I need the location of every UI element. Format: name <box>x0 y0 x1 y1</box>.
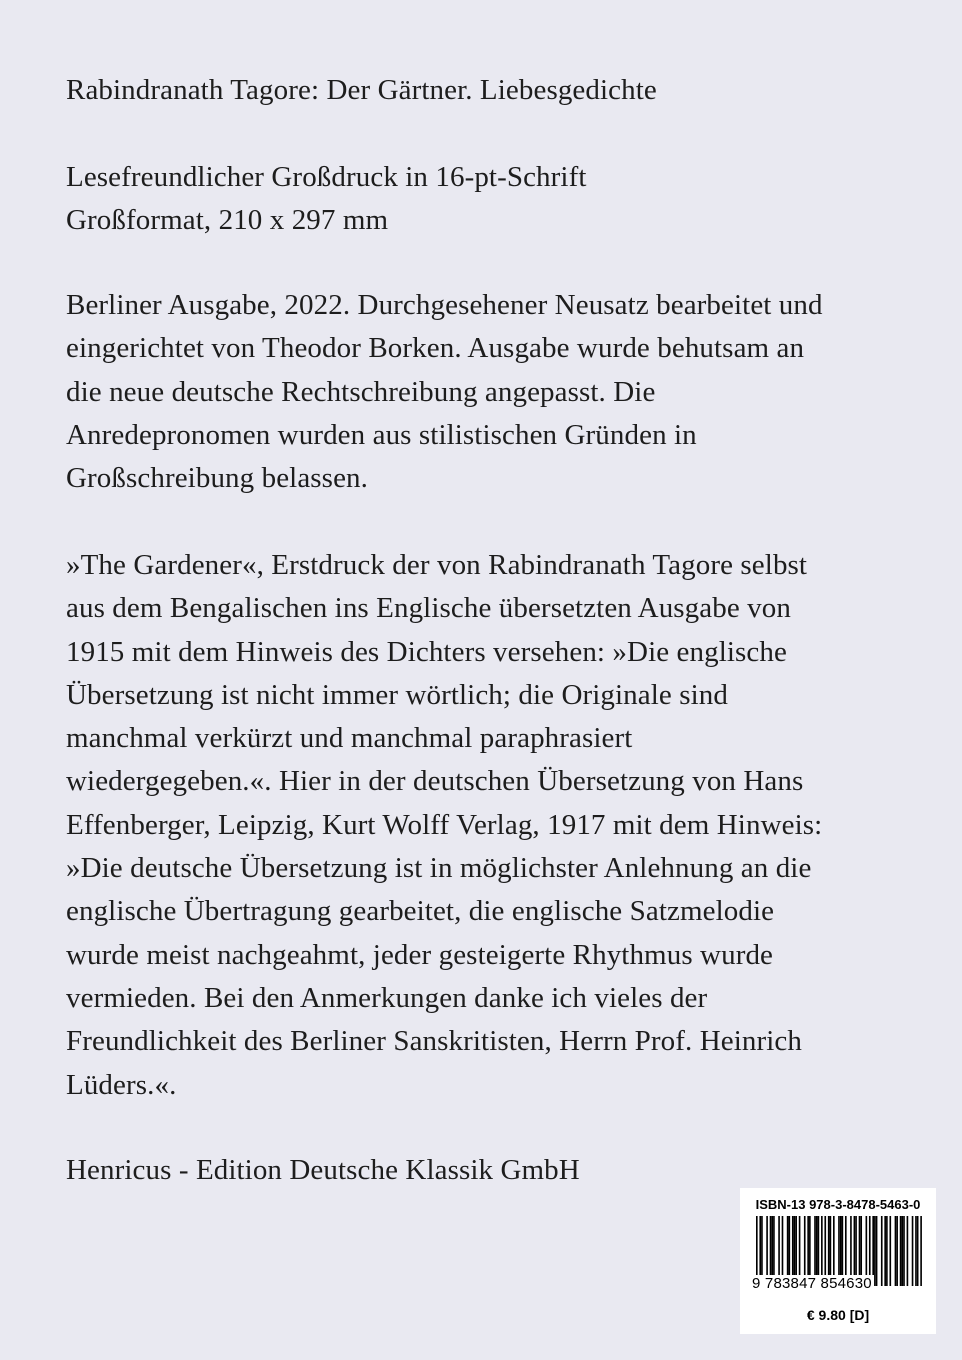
title-line: Rabindranath Tagore: Der Gärtner. Liebesgedichte <box>66 74 657 106</box>
edition-line: Großschreibung belassen. <box>66 462 368 495</box>
barcode-bar <box>896 1216 898 1286</box>
source-line: 1915 mit dem Hinweis des Dichters versehen: »Die englische <box>66 635 787 668</box>
source-line: manchmal verkürzt und manchmal paraphrasiert <box>66 722 633 755</box>
barcode-bar <box>876 1216 878 1286</box>
format-info <box>66 156 926 243</box>
price-label: € 9.80 [D] <box>806 1307 870 1323</box>
barcode-bar <box>884 1216 886 1286</box>
barcode-bar <box>907 1216 909 1286</box>
edition-line: Anredepronomen wurden aus stilistischen Gründen in <box>66 418 697 451</box>
barcode-bar <box>900 1216 902 1286</box>
source-line: vermieden. Bei den Anmerkungen danke ich vieles der <box>66 981 708 1014</box>
barcode-bar <box>917 1216 919 1286</box>
barcode-digits: 9 783847 854630 <box>752 1275 872 1292</box>
source-line: wiedergegeben.«. Hier in der deutschen Übersetzung von Hans <box>66 765 804 798</box>
barcode-bar <box>874 1216 876 1286</box>
publisher <box>66 1149 926 1192</box>
barcode-bar <box>901 1216 903 1286</box>
barcode-bar <box>881 1216 883 1286</box>
source-line: Lüders.«. <box>66 1068 177 1101</box>
edition-line: eingerichtet von Theodor Borken. Ausgabe wurde behutsam an <box>66 332 805 365</box>
barcode-bar <box>889 1216 891 1286</box>
barcode-bar <box>903 1216 905 1286</box>
source-line: englische Übertragung gearbeitet, die englische Satzmelodie <box>66 895 775 928</box>
source-line: Freundlichkeit des Berliner Sanskritisten, Herrn Prof. Heinrich <box>66 1025 802 1058</box>
source-line: Übersetzung ist nicht immer wörtlich; die Originale sind <box>66 678 728 711</box>
barcode-box <box>740 1188 936 1334</box>
source-line: Effenberger, Leipzig, Kurt Wolff Verlag, 1917 mit dem Hinweis: <box>66 808 823 841</box>
edition-paragraph <box>66 284 926 500</box>
book-title <box>66 69 926 112</box>
edition-line: Berliner Ausgabe, 2022. Durchgesehener Neusatz bearbeitet und <box>66 289 823 321</box>
source-line: »Die deutsche Übersetzung ist in möglichster Anlehnung an die <box>66 852 812 885</box>
source-line: »The Gardener«, Erstdruck der von Rabindranath Tagore selbst <box>66 549 808 581</box>
publisher-line: Henricus - Edition Deutsche Klassik GmbH <box>66 1154 580 1186</box>
barcode-bar <box>886 1216 888 1286</box>
barcode-bar <box>912 1216 914 1286</box>
barcode-bar <box>920 1216 922 1286</box>
edition-line: die neue deutsche Rechtschreibung angepasst. Die <box>66 375 656 408</box>
format-line: Lesefreundlicher Großdruck in 16-pt-Schrift <box>66 161 587 193</box>
barcode-bar <box>915 1216 917 1286</box>
isbn-label: ISBN-13 978-3-8478-5463-0 <box>755 1197 921 1212</box>
source-line: aus dem Bengalischen ins Englische übersetzten Ausgabe von <box>66 592 791 625</box>
barcode-bar <box>895 1216 897 1286</box>
source-paragraph <box>66 544 926 1107</box>
source-line: wurde meist nachgeahmt, jeder gesteigerte Rhythmus wurde <box>66 938 774 971</box>
format-line: Großformat, 210 x 297 mm <box>66 204 389 237</box>
